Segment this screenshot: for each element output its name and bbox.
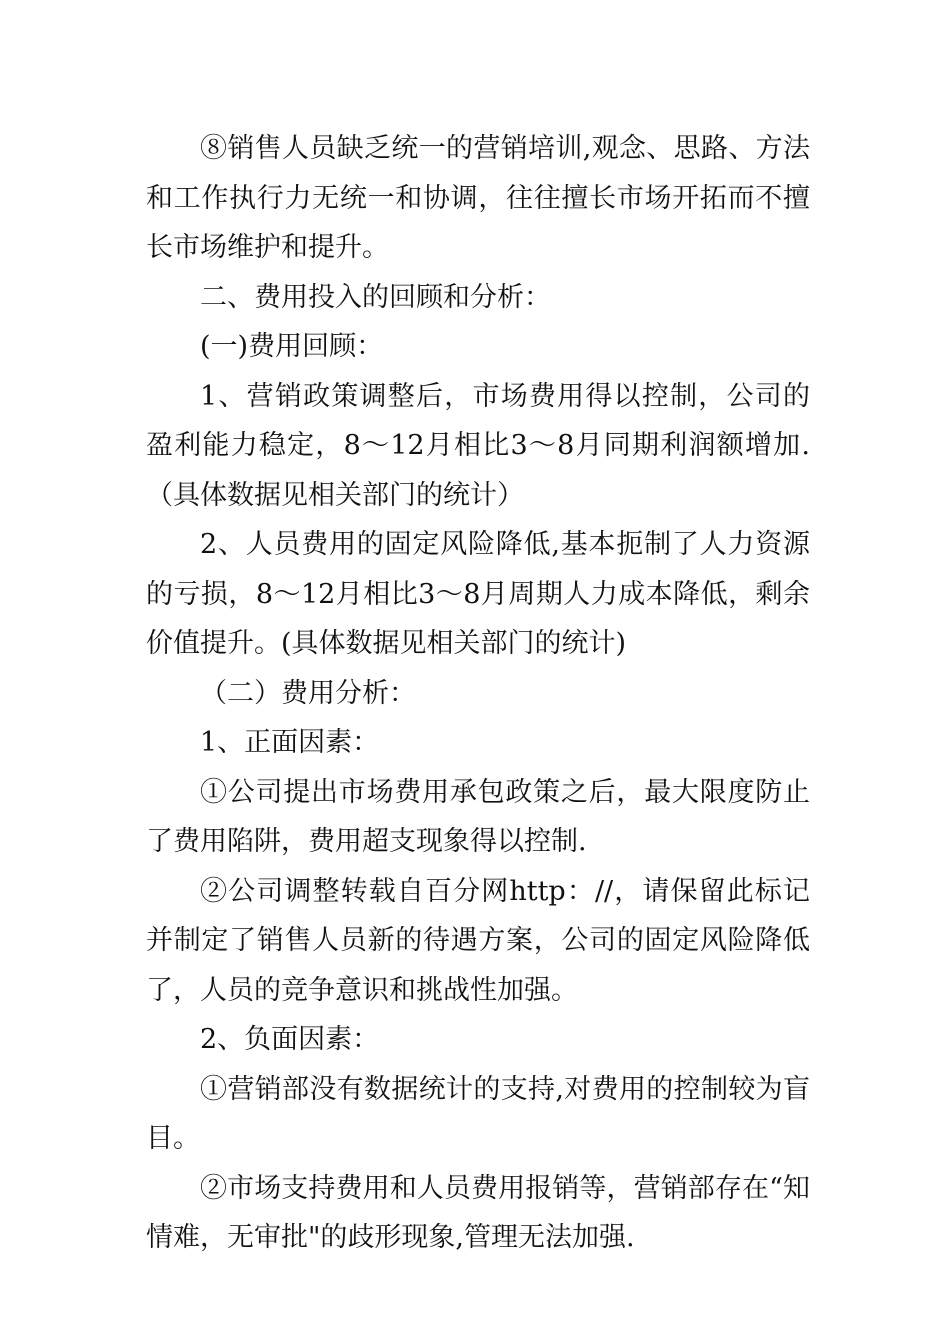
paragraph-negative-factor-2: ②市场支持费用和人员费用报销等，营销部存在“知情难，无审批"的歧形现象,管理无法加强. [146,1172,810,1253]
paragraph-sales-training: ⑧销售人员缺乏统一的营销培训,观念、思路、方法和工作执行力无统一和协调，往往擅长市场开拓而不擅长市场维护和提升。 [146,133,810,263]
paragraph-negative-factor-1: ①营销部没有数据统计的支持,对费用的控制较为盲目。 [146,1073,810,1154]
subheading-cost-review: (一)费用回顾： [200,331,384,362]
paragraph-positive-factor-1: ①公司提出市场费用承包政策之后，最大限度防止了费用陷阱，费用超支现象得以控制. [146,776,810,857]
document-body [146,124,810,1263]
paragraph-positive-factor-2: ②公司调整转载自百分网http：//，请保留此标记并制定了销售人员新的待遇方案，公司的固定风险降低了，人员的竞争意识和挑战性加强。 [146,875,810,1006]
heading-positive-factors: 1、正面因素： [200,727,380,758]
heading-negative-factors: 2、负面因素： [200,1024,380,1055]
paragraph-marketing-policy: 1、营销政策调整后，市场费用得以控制，公司的盈利能力稳定，8～12月相比3～8月同期利润额增加.（具体数据见相关部门的统计） [146,380,810,511]
paragraph-personnel-cost: 2、人员费用的固定风险降低,基本扼制了人力资源的亏损，8～12月相比3～8月周期人力成本降低，剩余价值提升。(具体数据见相关部门的统计) [146,529,810,659]
heading-cost-review-analysis: 二、费用投入的回顾和分析： [200,281,551,313]
subheading-cost-analysis: （二）费用分析： [200,677,416,709]
